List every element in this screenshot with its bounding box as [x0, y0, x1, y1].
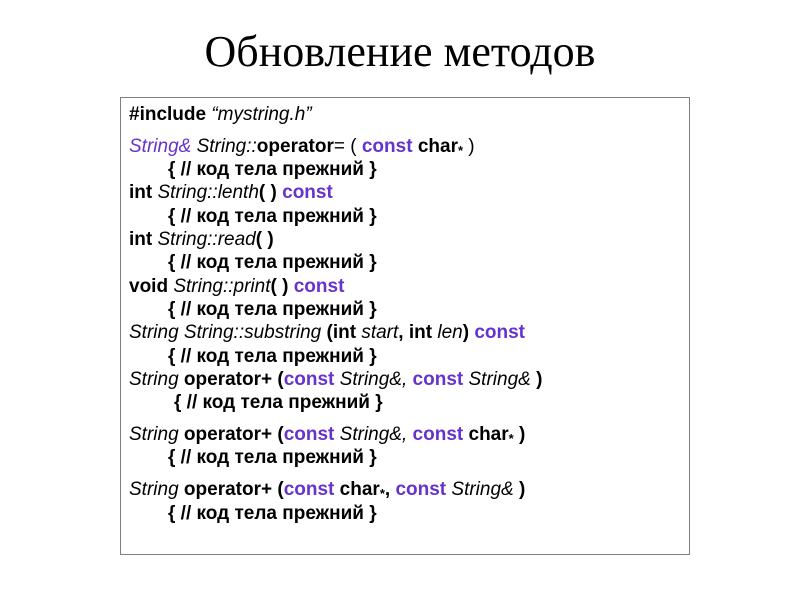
operator-keyword: operator+ — [183, 479, 273, 500]
pointer-star: * — [379, 486, 385, 501]
const-keyword: const — [361, 136, 413, 157]
open-paren: ( — [272, 479, 284, 500]
pointer-star: * — [457, 143, 464, 158]
parens: ( ) — [270, 276, 294, 297]
method-name: String::print — [173, 276, 271, 297]
const-keyword: const — [395, 479, 447, 500]
return-type: String — [129, 479, 184, 500]
close-paren: ) — [530, 369, 543, 390]
const-keyword: const — [412, 424, 464, 445]
code-line-operator-plus-1 — [129, 369, 542, 391]
pointer-star: * — [508, 431, 514, 446]
operator-keyword: operator+ — [183, 424, 273, 445]
param-type: String&, — [334, 369, 408, 390]
operator-keyword: operator — [256, 136, 334, 157]
code-line-read — [129, 229, 274, 251]
return-type: int — [129, 182, 158, 203]
slide-title: Обновление методов — [204, 27, 596, 76]
char-type: char — [334, 479, 380, 500]
param-type: String& — [463, 369, 531, 390]
class-scope: String:: — [196, 136, 257, 157]
method-name: String::read — [157, 229, 256, 250]
const-keyword: const — [283, 369, 335, 390]
parens: ( ) — [258, 182, 283, 203]
code-line-body-comment: { // код тела прежний } — [168, 447, 377, 468]
const-keyword: const — [293, 276, 345, 297]
include-file: “mystring.h” — [211, 104, 312, 125]
code-line-lenth — [129, 182, 333, 204]
const-keyword: const — [283, 424, 335, 445]
parens: ( ) — [255, 229, 274, 250]
code-line-body-comment: { // код тела прежний } — [168, 503, 377, 524]
code-line-body-comment: { // код тела прежний } — [168, 252, 377, 273]
code-line-body-comment: { // код тела прежний } — [174, 392, 383, 413]
return-type: String& — [129, 136, 192, 157]
method-name: String::substring — [183, 322, 322, 343]
comma: , — [384, 479, 391, 500]
comma: , — [398, 322, 409, 343]
const-keyword: const — [474, 322, 525, 343]
code-line-operator-plus-3 — [129, 479, 525, 505]
code-line-include — [129, 104, 312, 126]
close-paren: ) — [462, 322, 475, 343]
open-paren: ( — [272, 424, 284, 445]
method-name: String::lenth — [157, 182, 259, 203]
return-type: void — [129, 276, 174, 297]
open-paren: ( — [321, 322, 333, 343]
return-type: String — [129, 369, 184, 390]
char-type: char — [412, 136, 458, 157]
param-start: start — [361, 322, 399, 343]
code-line-substring — [129, 322, 525, 344]
code-listing-box — [120, 97, 690, 555]
return-type: String — [129, 322, 184, 343]
const-keyword: const — [283, 479, 335, 500]
code-line-body-comment: { // код тела прежний } — [168, 206, 377, 227]
include-directive: #include — [129, 104, 212, 125]
code-line-body-comment: { // код тела прежний } — [168, 346, 377, 367]
int-type: int — [408, 322, 438, 343]
param-len: len — [437, 322, 463, 343]
return-type: String — [129, 424, 184, 445]
int-type: int — [332, 322, 362, 343]
code-line-body-comment: { // код тела прежний } — [168, 159, 377, 180]
const-keyword: const — [282, 182, 333, 203]
open-paren: ( — [272, 369, 284, 390]
param-type: String&, — [334, 424, 408, 445]
return-type: int — [129, 229, 158, 250]
code-line-print — [129, 276, 344, 298]
close-paren: ) — [463, 136, 475, 157]
close-paren: ) — [513, 479, 526, 500]
operator-keyword: operator+ — [183, 369, 273, 390]
const-keyword: const — [412, 369, 464, 390]
operator-rest: = ( — [333, 136, 362, 157]
close-paren: ) — [513, 424, 526, 445]
param-type: String& — [446, 479, 514, 500]
char-type: char — [463, 424, 509, 445]
code-line-body-comment: { // код тела прежний } — [168, 299, 377, 320]
